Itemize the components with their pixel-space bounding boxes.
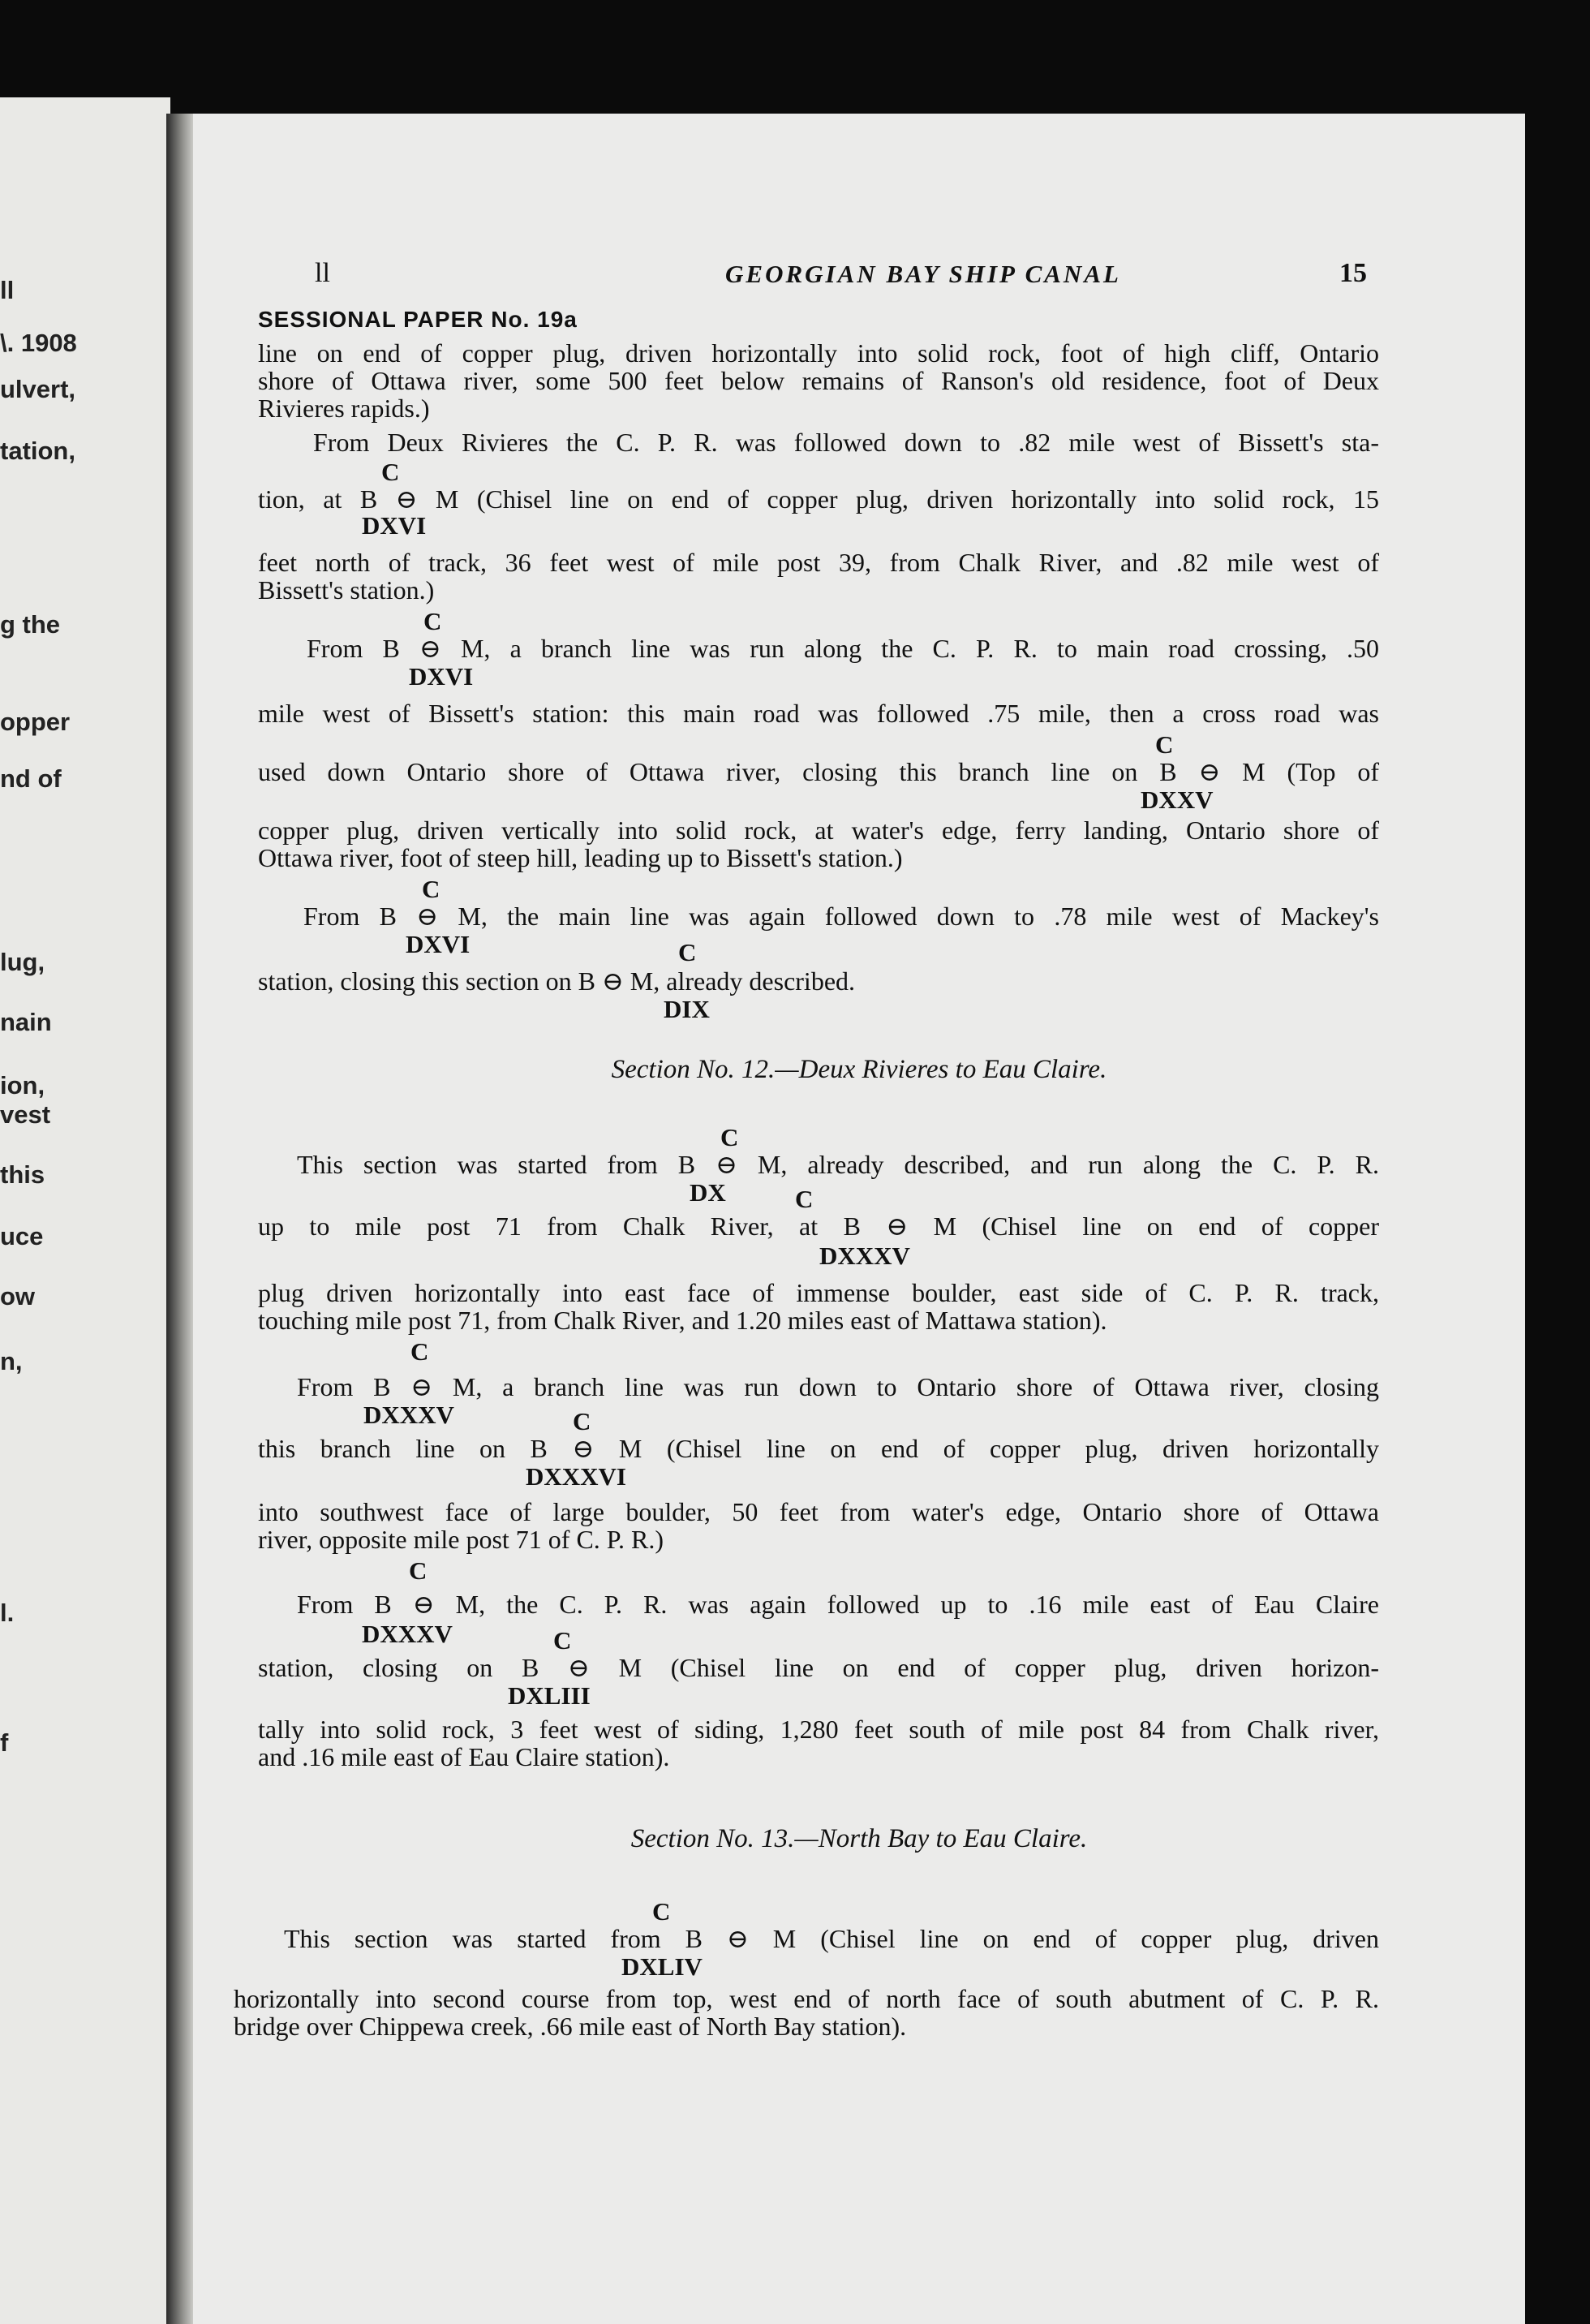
benchmark-mark: DXLIV [621,1952,703,1981]
text-line: tally into solid rock, 3 feet west of siding, 1,280 feet south of mile post 84 from Chalk river, [258,1715,1379,1744]
section-heading: Section No. 13.—North Bay to Eau Claire. [630,1824,1088,1853]
benchmark-mark: C [422,875,440,903]
text-line: From Deux Rivieres the C. P. R. was followed down to .82 mile west of Bissett's sta- [313,428,1379,457]
text-line: up to mile post 71 from Chalk River, at B ⊖ M (Chisel line on end of copper [258,1211,1379,1241]
left-page-text: tation, [0,437,75,465]
text-line: line on end of copper plug, driven horizontally into solid rock, foot of high cliff, Ontario [258,338,1379,368]
text-line: From B ⊖ M, the main line was again followed down to .78 mile west of Mackey's [303,902,1379,931]
left-page-text: nain [0,1008,52,1036]
benchmark-mark: DIX [664,995,710,1023]
left-page-text: ulvert, [0,375,76,403]
book-gutter [166,114,194,2324]
benchmark-mark: C [795,1185,814,1213]
text-line: From B ⊖ M, a branch line was run down to Ontario shore of Ottawa river, closing [297,1372,1379,1401]
page-number: 15 [1339,258,1367,288]
text-line: used down Ontario shore of Ottawa river, closing this branch line on B ⊖ M (Top of [258,757,1379,786]
benchmark-mark: C [553,1626,572,1655]
text-line: Rivieres rapids.) [258,394,430,423]
text-line: river, opposite mile post 71 of C. P. R.) [258,1525,664,1554]
benchmark-mark: DXXXV [362,1620,453,1648]
benchmark-mark: C [1155,730,1174,759]
page-number-left: ll [315,258,330,288]
text-line: bridge over Chippewa creek, .66 mile east of North Bay station). [234,2012,907,2041]
left-page-text: lug, [0,948,45,976]
left-page-text: ow [0,1282,36,1310]
benchmark-mark: C [423,607,442,635]
benchmark-mark: DXVI [406,930,471,958]
text-line: this branch line on B ⊖ M (Chisel line on end of copper plug, driven horizontally [258,1434,1379,1463]
benchmark-mark: C [678,938,697,966]
left-page-text: uce [0,1222,44,1250]
benchmark-mark: C [652,1897,671,1926]
text-line: From B ⊖ M, the C. P. R. was again followed up to .16 mile east of Eau Claire [297,1590,1379,1619]
text-line: station, closing this section on B ⊖ M, already described. [258,966,856,996]
text-line: into southwest face of large boulder, 50 feet from water's edge, Ontario shore of Ottawa [258,1497,1379,1526]
benchmark-mark: C [410,1337,429,1366]
left-page-text: n, [0,1347,23,1375]
left-page-text: \. 1908 [0,329,77,357]
text-line: From B ⊖ M, a branch line was run along the C. P. R. to main road crossing, .50 [307,634,1379,663]
left-page-text: g the [0,610,61,639]
left-page-text: ll [0,276,15,304]
left-page-text: vest [0,1100,51,1129]
text-line: plug driven horizontally into east face of immense boulder, east side of C. P. R. track, [258,1278,1379,1307]
benchmark-mark: DXXXV [363,1401,454,1429]
benchmark-mark: C [573,1407,591,1435]
text-line: This section was started from B ⊖ M (Chisel line on end of copper plug, driven [284,1924,1379,1953]
text-line: and .16 mile east of Eau Claire station). [258,1742,670,1771]
text-line: feet north of track, 36 feet west of mile post 39, from Chalk River, and .82 mile west of [258,548,1379,577]
benchmark-mark: C [720,1123,739,1151]
benchmark-mark: DXVI [409,662,474,691]
sessional-paper-label: SESSIONAL PAPER No. 19a [258,307,578,332]
benchmark-mark: C [409,1556,428,1585]
text-line: tion, at B ⊖ M (Chisel line on end of copper plug, driven horizontally into solid rock, 15 [258,484,1379,514]
text-line: station, closing on B ⊖ M (Chisel line on end of copper plug, driven horizon- [258,1653,1379,1682]
text-line: copper plug, driven vertically into solid rock, at water's edge, ferry landing, Ontario shore of [258,816,1379,845]
left-page-text: ion, [0,1071,45,1100]
section-heading: Section No. 12.—Deux Rivieres to Eau Claire. [611,1055,1107,1084]
text-line: Ottawa river, foot of steep hill, leading up to Bissett's station.) [258,843,903,872]
benchmark-mark: DXXXV [819,1242,910,1270]
benchmark-mark: DXVI [362,511,427,540]
text-line: touching mile post 71, from Chalk River, and 1.20 miles east of Mattawa station). [258,1306,1107,1335]
benchmark-mark: DXXXVI [526,1462,626,1491]
left-page-text: l. [0,1599,15,1627]
left-page-text: nd of [0,764,62,793]
benchmark-mark: DXXV [1141,785,1214,814]
left-page-text: f [0,1728,9,1757]
text-line: shore of Ottawa river, some 500 feet below remains of Ranson's old residence, foot of Deux [258,366,1379,395]
benchmark-mark: DX [690,1178,726,1207]
left-page-text: opper [0,708,71,736]
text-line: horizontally into second course from top, west end of north face of south abutment of C. P. R. [234,1984,1379,2013]
left-page-fragment [0,97,170,2324]
benchmark-mark: DXLIII [508,1681,591,1710]
document-page [193,114,1525,2324]
text-line: Bissett's station.) [258,575,435,605]
text-line: This section was started from B ⊖ M, already described, and run along the C. P. R. [297,1150,1379,1179]
running-title: GEORGIAN BAY SHIP CANAL [725,260,1121,288]
benchmark-mark: C [381,458,400,486]
text-line: mile west of Bissett's station: this main road was followed .75 mile, then a cross road was [258,699,1379,728]
left-page-text: this [0,1160,45,1189]
